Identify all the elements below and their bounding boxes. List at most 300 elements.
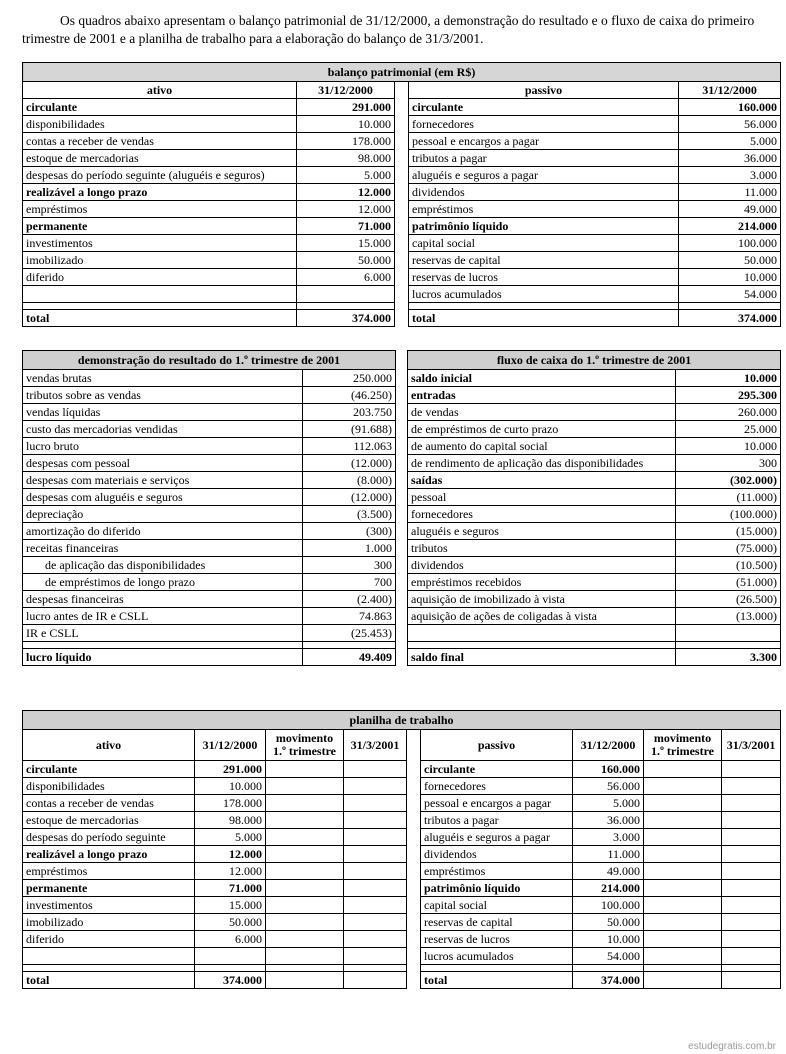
table-row [23, 201, 781, 218]
column-separator [407, 931, 421, 948]
ws-ativo-label: contas a receber de vendas [23, 795, 195, 812]
income-statement-value: 1.000 [303, 540, 396, 557]
table-row [23, 99, 781, 116]
income-statement-label: despesas com pessoal [23, 455, 303, 472]
column-separator [407, 778, 421, 795]
cash-flow-label: dividendos [408, 557, 676, 574]
ws-ativo-end-cell[interactable] [344, 812, 407, 829]
cash-flow-value: 295.300 [676, 387, 781, 404]
table-row [23, 778, 781, 795]
income-statement-value: (300) [303, 523, 396, 540]
ws-passivo-value: 36.000 [573, 812, 644, 829]
cash-flow-value: 260.000 [676, 404, 781, 421]
income-statement-label: receitas financeiras [23, 540, 303, 557]
balance-passivo-label: empréstimos [409, 201, 679, 218]
ws-passivo-movement-cell[interactable] [644, 778, 722, 795]
balance-sheet-table [22, 62, 781, 327]
table-row [23, 761, 781, 778]
ws-passivo-end-cell[interactable] [722, 829, 781, 846]
column-separator [395, 133, 409, 150]
ws-passivo-label: reservas de capital [421, 914, 573, 931]
table-row [408, 370, 781, 387]
ws-ativo-movement-cell[interactable] [266, 931, 344, 948]
ws-ativo-value: 10.000 [195, 778, 266, 795]
table-row [408, 472, 781, 489]
ws-ativo-movement-cell[interactable] [266, 897, 344, 914]
ws-ativo-movement-cell[interactable] [266, 846, 344, 863]
table-row [23, 625, 396, 642]
column-separator [395, 167, 409, 184]
column-separator [395, 286, 409, 303]
cash-flow-label: de rendimento de aplicação das disponibilidades [408, 455, 676, 472]
ws-passivo-movement-cell[interactable] [644, 931, 722, 948]
balance-ativo-label: investimentos [23, 235, 297, 252]
ws-passivo-end-cell[interactable] [722, 863, 781, 880]
table-row [23, 116, 781, 133]
ws-passivo-total-end[interactable] [722, 972, 781, 989]
balance-ativo-label: contas a receber de vendas [23, 133, 297, 150]
balance-ativo-value [297, 286, 395, 303]
ws-passivo-value: 49.000 [573, 863, 644, 880]
column-separator [407, 863, 421, 880]
balance-passivo-label: fornecedores [409, 116, 679, 133]
ws-ativo-value: 50.000 [195, 914, 266, 931]
ws-passivo-value: 100.000 [573, 897, 644, 914]
balance-ativo-value: 12.000 [297, 184, 395, 201]
cash-flow-label: de aumento do capital social [408, 438, 676, 455]
table-row [23, 540, 396, 557]
ws-ativo-value: 12.000 [195, 863, 266, 880]
table-row [23, 167, 781, 184]
balance-passivo-label: dividendos [409, 184, 679, 201]
ws-ativo-label: circulante [23, 761, 195, 778]
table-row [23, 252, 781, 269]
table-row [23, 557, 396, 574]
ws-ativo-end-cell[interactable] [344, 914, 407, 931]
balance-ativo-value: 71.000 [297, 218, 395, 235]
column-separator [407, 829, 421, 846]
balance-passivo-date-header: 31/12/2000 [679, 82, 781, 99]
table-row [408, 421, 781, 438]
income-statement-label: amortização do diferido [23, 523, 303, 540]
ws-passivo-total-value: 374.000 [573, 972, 644, 989]
column-separator [395, 150, 409, 167]
cash-flow-label: saídas [408, 472, 676, 489]
column-separator [395, 269, 409, 286]
balance-ativo-label: disponibilidades [23, 116, 297, 133]
column-separator [407, 761, 421, 778]
balance-ativo-label: diferido [23, 269, 297, 286]
net-income-value: 49.409 [303, 649, 396, 666]
balance-passivo-value: 36.000 [679, 150, 781, 167]
table-row [23, 489, 396, 506]
income-statement-title: demonstração do resultado do 1.º trimestre de 2001 [23, 351, 396, 370]
income-statement-value: (3.500) [303, 506, 396, 523]
table-row [408, 404, 781, 421]
balance-ativo-value: 5.000 [297, 167, 395, 184]
cash-flow-value: (13.000) [676, 608, 781, 625]
balance-ativo-value: 10.000 [297, 116, 395, 133]
cash-flow-value: 10.000 [676, 370, 781, 387]
ws-ativo-movement-cell[interactable] [266, 778, 344, 795]
balance-ativo-value: 291.000 [297, 99, 395, 116]
balance-passivo-label: aluguéis e seguros a pagar [409, 167, 679, 184]
column-separator [395, 235, 409, 252]
cash-flow-value: 300 [676, 455, 781, 472]
income-statement-value: 74.863 [303, 608, 396, 625]
ws-passivo-value: 10.000 [573, 931, 644, 948]
column-separator [407, 812, 421, 829]
ws-ativo-value: 6.000 [195, 931, 266, 948]
ws-ativo-value [195, 948, 266, 965]
table-row [408, 438, 781, 455]
ws-passivo-value: 160.000 [573, 761, 644, 778]
ws-passivo-end-cell[interactable] [722, 795, 781, 812]
table-row [23, 286, 781, 303]
ws-passivo-total-movement[interactable] [644, 972, 722, 989]
balance-ativo-date-header: 31/12/2000 [297, 82, 395, 99]
ws-passivo-value: 50.000 [573, 914, 644, 931]
ws-passivo-label: circulante [421, 761, 573, 778]
balance-passivo-value: 100.000 [679, 235, 781, 252]
ws-passivo-movement-cell[interactable] [644, 880, 722, 897]
cash-flow-label: fornecedores [408, 506, 676, 523]
cash-flow-value: 25.000 [676, 421, 781, 438]
income-statement-value: 300 [303, 557, 396, 574]
table-row [23, 897, 781, 914]
ws-ativo-end-cell[interactable] [344, 778, 407, 795]
balance-ativo-label: circulante [23, 99, 297, 116]
ws-passivo-end-cell[interactable] [722, 880, 781, 897]
watermark: estudegratis.com.br [688, 1041, 776, 1052]
income-statement-label: vendas brutas [23, 370, 303, 387]
column-separator [395, 82, 409, 99]
ws-passivo-label: aluguéis e seguros a pagar [421, 829, 573, 846]
income-statement-table [22, 350, 396, 666]
cash-flow-value: (100.000) [676, 506, 781, 523]
ws-ativo-movement-cell[interactable] [266, 812, 344, 829]
table-row [23, 931, 781, 948]
ws-ativo-movement-header: movimento 1.º trimestre [266, 730, 344, 761]
ws-ativo-label: disponibilidades [23, 778, 195, 795]
table-row [23, 914, 781, 931]
income-statement-value: (12.000) [303, 455, 396, 472]
balance-ativo-value: 6.000 [297, 269, 395, 286]
table-row [408, 608, 781, 625]
column-separator [395, 184, 409, 201]
table-row [408, 557, 781, 574]
cash-flow-label: pessoal [408, 489, 676, 506]
ws-passivo-end-cell[interactable] [722, 778, 781, 795]
column-separator [407, 795, 421, 812]
balance-ativo-label [23, 286, 297, 303]
ws-passivo-movement-cell[interactable] [644, 812, 722, 829]
cash-flow-value: (26.500) [676, 591, 781, 608]
balance-ativo-total-label: total [23, 310, 297, 327]
ws-ativo-label: despesas do período seguinte [23, 829, 195, 846]
column-separator [395, 201, 409, 218]
balance-ativo-value: 15.000 [297, 235, 395, 252]
balance-ativo-value: 50.000 [297, 252, 395, 269]
ws-passivo-value: 11.000 [573, 846, 644, 863]
ws-ativo-end-cell[interactable] [344, 795, 407, 812]
ws-passivo-movement-header: movimento 1.º trimestre [644, 730, 722, 761]
balance-ativo-label: despesas do período seguinte (aluguéis e seguros) [23, 167, 297, 184]
table-row [23, 523, 396, 540]
ws-ativo-movement-cell[interactable] [266, 829, 344, 846]
ws-passivo-value: 5.000 [573, 795, 644, 812]
balance-passivo-label: capital social [409, 235, 679, 252]
ws-passivo-label: patrimônio líquido [421, 880, 573, 897]
ws-passivo-label: empréstimos [421, 863, 573, 880]
ws-passivo-label: reservas de lucros [421, 931, 573, 948]
cash-flow-label: de vendas [408, 404, 676, 421]
balance-ativo-value: 98.000 [297, 150, 395, 167]
table-row [23, 184, 781, 201]
table-row [23, 421, 396, 438]
intro-paragraph: Os quadros abaixo apresentam o balanço patrimonial de 31/12/2000, a demonstração do resultado e o fluxo de caixa do primeiro trimestre de 2001 e a planilha de trabalho para a elaboração do balanço de 31/3/2001. [22, 13, 755, 46]
cash-flow-label: aquisição de ações de coligadas à vista [408, 608, 676, 625]
worksheet-title: planilha de trabalho [23, 711, 781, 730]
table-row [23, 506, 396, 523]
income-statement-value: (25.453) [303, 625, 396, 642]
income-statement-label: despesas com aluguéis e seguros [23, 489, 303, 506]
cash-flow-value: (10.500) [676, 557, 781, 574]
ws-ativo-end-cell[interactable] [344, 846, 407, 863]
table-row [408, 455, 781, 472]
cash-flow-title: fluxo de caixa do 1.º trimestre de 2001 [408, 351, 781, 370]
worksheet-table [22, 710, 781, 989]
balance-ativo-label: imobilizado [23, 252, 297, 269]
cash-flow-label: tributos [408, 540, 676, 557]
ws-ativo-value: 178.000 [195, 795, 266, 812]
balance-passivo-label: reservas de lucros [409, 269, 679, 286]
ws-ativo-movement-cell[interactable] [266, 880, 344, 897]
column-separator [407, 880, 421, 897]
income-statement-label: lucro bruto [23, 438, 303, 455]
balance-passivo-value: 10.000 [679, 269, 781, 286]
cash-flow-table [407, 350, 781, 666]
ws-passivo-end-cell[interactable] [722, 846, 781, 863]
ws-passivo-end-cell[interactable] [722, 931, 781, 948]
table-row [23, 269, 781, 286]
table-row [408, 506, 781, 523]
ws-passivo-movement-cell[interactable] [644, 795, 722, 812]
ws-passivo-label: fornecedores [421, 778, 573, 795]
balance-ativo-total-value: 374.000 [297, 310, 395, 327]
ws-ativo-label: diferido [23, 931, 195, 948]
ws-passivo-end-cell[interactable] [722, 948, 781, 965]
income-statement-label: lucro antes de IR e CSLL [23, 608, 303, 625]
balance-ativo-value: 12.000 [297, 201, 395, 218]
ws-ativo-movement-cell[interactable] [266, 761, 344, 778]
ws-ativo-total-label: total [23, 972, 195, 989]
ws-ativo-value: 12.000 [195, 846, 266, 863]
ws-ativo-end-cell[interactable] [344, 761, 407, 778]
table-row [408, 625, 781, 642]
balance-passivo-value: 214.000 [679, 218, 781, 235]
income-statement-label: custo das mercadorias vendidas [23, 421, 303, 438]
net-income-label: lucro líquido [23, 649, 303, 666]
balance-passivo-value: 56.000 [679, 116, 781, 133]
table-row [23, 795, 781, 812]
table-row [408, 387, 781, 404]
ws-ativo-end-cell[interactable] [344, 897, 407, 914]
table-row [23, 608, 396, 625]
ws-ativo-end-cell[interactable] [344, 863, 407, 880]
ws-passivo-label: pessoal e encargos a pagar [421, 795, 573, 812]
ws-ativo-movement-cell[interactable] [266, 863, 344, 880]
column-separator [395, 116, 409, 133]
balance-ativo-label: empréstimos [23, 201, 297, 218]
ws-ativo-label: estoque de mercadorias [23, 812, 195, 829]
table-row [23, 574, 396, 591]
table-row [23, 150, 781, 167]
cash-flow-label: entradas [408, 387, 676, 404]
table-row [408, 574, 781, 591]
balance-passivo-value: 54.000 [679, 286, 781, 303]
ws-ativo-label: imobilizado [23, 914, 195, 931]
table-row [23, 591, 396, 608]
table-row [408, 591, 781, 608]
ws-ativo-total-end[interactable] [344, 972, 407, 989]
ws-ativo-label [23, 948, 195, 965]
balance-passivo-total-label: total [409, 310, 679, 327]
income-statement-label: de empréstimos de longo prazo [23, 574, 303, 591]
ws-passivo-movement-cell[interactable] [644, 846, 722, 863]
cash-flow-value: (11.000) [676, 489, 781, 506]
balance-passivo-label: reservas de capital [409, 252, 679, 269]
ws-ativo-label: permanente [23, 880, 195, 897]
column-separator [395, 218, 409, 235]
ws-passivo-movement-cell[interactable] [644, 829, 722, 846]
ws-ativo-label: investimentos [23, 897, 195, 914]
income-statement-value: (2.400) [303, 591, 396, 608]
table-row [23, 218, 781, 235]
ws-ativo-label: empréstimos [23, 863, 195, 880]
ws-passivo-movement-cell[interactable] [644, 863, 722, 880]
ws-ativo-label: realizável a longo prazo [23, 846, 195, 863]
ws-passivo-value: 214.000 [573, 880, 644, 897]
table-row [23, 880, 781, 897]
balance-passivo-label: tributos a pagar [409, 150, 679, 167]
cash-flow-label: saldo inicial [408, 370, 676, 387]
ws-ativo-value: 5.000 [195, 829, 266, 846]
ws-passivo-end-cell[interactable] [722, 812, 781, 829]
ws-passivo-end-cell[interactable] [722, 897, 781, 914]
cash-flow-label: aluguéis e seguros [408, 523, 676, 540]
table-row [23, 455, 396, 472]
cash-flow-label: aquisição de imobilizado à vista [408, 591, 676, 608]
ws-ativo-end-cell[interactable] [344, 948, 407, 965]
ws-passivo-movement-cell[interactable] [644, 897, 722, 914]
balance-ativo-label: permanente [23, 218, 297, 235]
ws-ativo-total-value: 374.000 [195, 972, 266, 989]
ws-passivo-movement-cell[interactable] [644, 761, 722, 778]
ws-ativo-end-header: 31/3/2001 [344, 730, 407, 761]
table-row [23, 846, 781, 863]
balance-ativo-label: realizável a longo prazo [23, 184, 297, 201]
column-separator [407, 846, 421, 863]
table-row [408, 489, 781, 506]
balance-ativo-header: ativo [23, 82, 297, 99]
table-row [23, 133, 781, 150]
ws-passivo-movement-cell[interactable] [644, 948, 722, 965]
ws-passivo-label: dividendos [421, 846, 573, 863]
ws-passivo-value: 3.000 [573, 829, 644, 846]
balance-passivo-header: passivo [409, 82, 679, 99]
ws-ativo-end-cell[interactable] [344, 880, 407, 897]
balance-passivo-value: 5.000 [679, 133, 781, 150]
cash-flow-label: empréstimos recebidos [408, 574, 676, 591]
table-row [23, 812, 781, 829]
ws-passivo-value: 56.000 [573, 778, 644, 795]
table-row [23, 370, 396, 387]
cash-flow-value [676, 625, 781, 642]
ws-ativo-movement-cell[interactable] [266, 948, 344, 965]
ws-ativo-total-movement[interactable] [266, 972, 344, 989]
ws-ativo-value: 15.000 [195, 897, 266, 914]
balance-passivo-total-value: 374.000 [679, 310, 781, 327]
ws-passivo-movement-cell[interactable] [644, 914, 722, 931]
balance-ativo-label: estoque de mercadorias [23, 150, 297, 167]
cash-flow-value: (15.000) [676, 523, 781, 540]
ws-passivo-end-cell[interactable] [722, 914, 781, 931]
table-row [23, 387, 396, 404]
ws-ativo-end-cell[interactable] [344, 931, 407, 948]
income-statement-value: 203.750 [303, 404, 396, 421]
cash-flow-value: (75.000) [676, 540, 781, 557]
ws-ativo-value: 98.000 [195, 812, 266, 829]
cash-flow-label [408, 625, 676, 642]
balance-passivo-label: patrimônio líquido [409, 218, 679, 235]
column-separator [407, 948, 421, 965]
cash-flow-value: (302.000) [676, 472, 781, 489]
table-row [23, 235, 781, 252]
ws-passivo-total-label: total [421, 972, 573, 989]
balance-passivo-label: pessoal e encargos a pagar [409, 133, 679, 150]
table-row [23, 829, 781, 846]
income-statement-label: depreciação [23, 506, 303, 523]
balance-passivo-value: 50.000 [679, 252, 781, 269]
ws-passivo-end-header: 31/3/2001 [722, 730, 781, 761]
ws-ativo-date-header: 31/12/2000 [195, 730, 266, 761]
table-row [408, 523, 781, 540]
ws-ativo-value: 71.000 [195, 880, 266, 897]
ws-passivo-label: lucros acumulados [421, 948, 573, 965]
balance-ativo-value: 178.000 [297, 133, 395, 150]
ws-passivo-value: 54.000 [573, 948, 644, 965]
ws-passivo-end-cell[interactable] [722, 761, 781, 778]
table-row [23, 472, 396, 489]
balance-passivo-label: lucros acumulados [409, 286, 679, 303]
balance-passivo-value: 3.000 [679, 167, 781, 184]
balance-passivo-value: 11.000 [679, 184, 781, 201]
income-statement-label: de aplicação das disponibilidades [23, 557, 303, 574]
ws-ativo-end-cell[interactable] [344, 829, 407, 846]
income-statement-value: (12.000) [303, 489, 396, 506]
income-statement-label: despesas com materiais e serviços [23, 472, 303, 489]
ws-passivo-header: passivo [421, 730, 573, 761]
table-row [23, 948, 781, 965]
ws-ativo-movement-cell[interactable] [266, 795, 344, 812]
column-separator [395, 252, 409, 269]
income-statement-value: (91.688) [303, 421, 396, 438]
income-statement-label: despesas financeiras [23, 591, 303, 608]
ws-passivo-label: capital social [421, 897, 573, 914]
ws-ativo-movement-cell[interactable] [266, 914, 344, 931]
table-row [23, 404, 396, 421]
